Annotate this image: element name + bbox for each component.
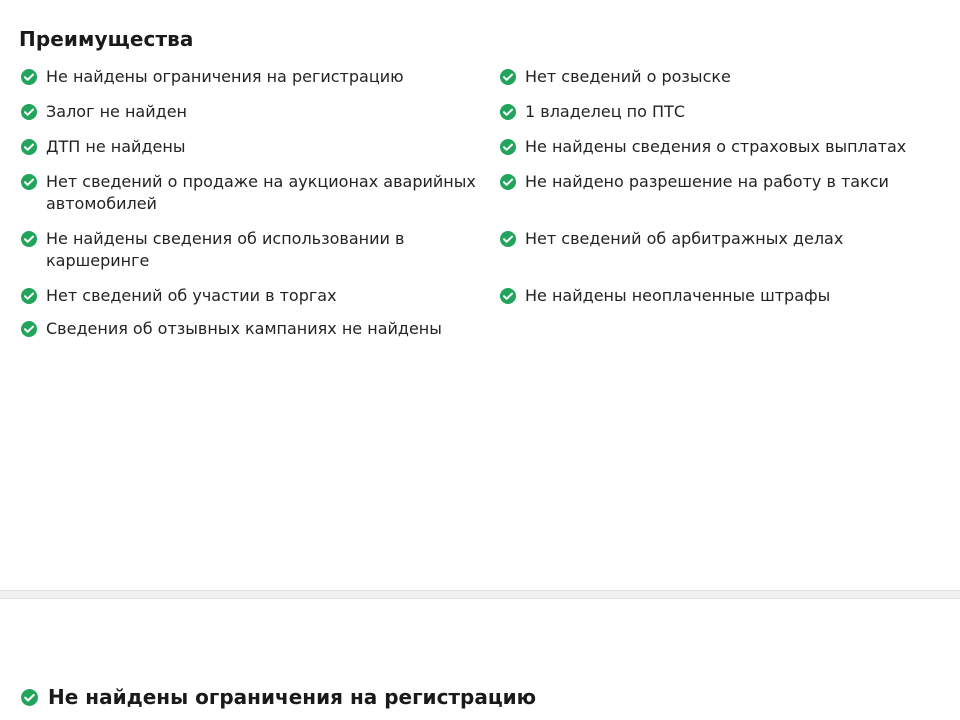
- advantage-item: [20, 285, 482, 307]
- advantage-item: [499, 101, 939, 123]
- advantages-list-left: [20, 66, 482, 340]
- advantages-heading: Преимущества: [19, 27, 194, 51]
- check-circle-icon: [20, 287, 38, 305]
- check-circle-icon: [20, 68, 38, 86]
- check-circle-icon: [499, 173, 517, 191]
- advantage-text: Не найдено разрешение на работу в такси: [525, 172, 889, 191]
- advantage-item: [20, 171, 482, 215]
- check-circle-icon: [20, 230, 38, 248]
- advantage-item: [499, 285, 939, 307]
- check-circle-icon: [499, 287, 517, 305]
- advantage-item: [20, 228, 426, 272]
- check-circle-icon: [499, 103, 517, 121]
- check-circle-icon: [20, 320, 38, 338]
- advantage-text: Не найдены неоплаченные штрафы: [525, 286, 831, 305]
- check-circle-icon: [499, 230, 517, 248]
- advantage-item: [499, 228, 939, 250]
- advantage-text: Не найдены ограничения на регистрацию: [46, 67, 404, 86]
- advantage-item: [499, 136, 939, 158]
- advantage-text: Не найдены сведения о страховых выплатах: [525, 137, 907, 156]
- advantage-text: 1 владелец по ПТС: [525, 102, 685, 121]
- advantage-item: [499, 66, 939, 88]
- detail-section-title-text: Не найдены ограничения на регистрацию: [48, 685, 537, 709]
- advantage-item: [20, 318, 482, 340]
- check-circle-icon: [20, 138, 38, 156]
- advantage-item: [20, 101, 482, 123]
- advantage-item: [20, 136, 482, 158]
- advantage-item: [20, 66, 482, 88]
- detail-section-title: [20, 684, 536, 710]
- check-circle-icon: [20, 103, 38, 121]
- advantage-item: [499, 171, 939, 193]
- advantage-text: Залог не найден: [46, 102, 187, 121]
- advantage-text: ДТП не найдены: [46, 137, 186, 156]
- advantage-text: Нет сведений о продаже на аукционах аварийных автомобилей: [46, 172, 476, 213]
- advantage-text: Нет сведений о розыске: [525, 67, 731, 86]
- advantage-text: Не найдены сведения об использовании в каршеринге: [46, 229, 405, 270]
- check-circle-icon: [499, 138, 517, 156]
- section-divider: [0, 590, 960, 599]
- advantage-text: Сведения об отзывных кампаниях не найдены: [46, 319, 442, 338]
- advantage-text: Нет сведений об арбитражных делах: [525, 229, 844, 248]
- advantage-text: Нет сведений об участии в торгах: [46, 286, 337, 305]
- check-circle-icon: [20, 688, 39, 707]
- check-circle-icon: [20, 173, 38, 191]
- check-circle-icon: [499, 68, 517, 86]
- advantages-list-right: [499, 66, 939, 307]
